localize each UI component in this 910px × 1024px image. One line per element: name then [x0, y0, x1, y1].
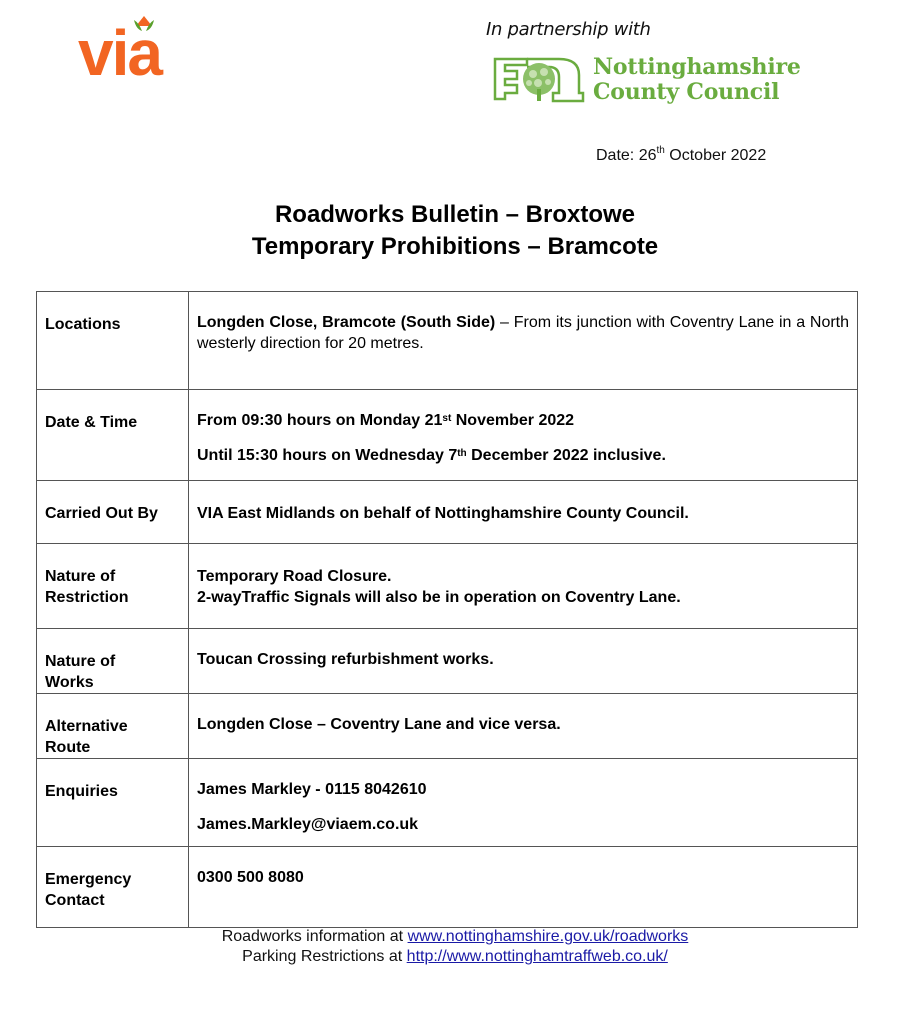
- bulletin-subtitle: Temporary Prohibitions – Bramcote: [251, 233, 659, 260]
- locations-description: – From its junction with Coventry Lane in a North westerly direction for 20 metres.: [197, 314, 850, 352]
- row-nature-of-restriction: [37, 544, 858, 629]
- parking-link[interactable]: http://www.nottinghamtraffweb.co.uk/: [406, 948, 668, 965]
- row-carried-out-by: [37, 481, 858, 544]
- roadworks-info-line: [0, 927, 910, 947]
- nature-of-works-label: Nature of Works: [45, 653, 116, 691]
- date-from: From 09:30 hours on Monday 21st November 2022: [197, 412, 575, 429]
- emergency-contact-value: 0300 500 8080: [197, 869, 304, 886]
- row-enquiries: [37, 759, 858, 847]
- via-logo: [78, 12, 208, 82]
- enquiries-value: [189, 759, 857, 835]
- row-nature-of-works: [37, 629, 858, 694]
- nature-of-restriction-value: Temporary Road Closure. 2-wayTraffic Signals will also be in operation on Coventry Lane.: [197, 568, 681, 606]
- enquiries-email[interactable]: James.Markley@viaem.co.uk: [197, 816, 419, 833]
- locations-street: Longden Close, Bramcote (South Side): [197, 314, 496, 331]
- row-alternative-route: [37, 694, 858, 759]
- nature-of-restriction-label: Nature of Restriction: [45, 568, 129, 606]
- date-suffix: October 2022: [664, 147, 767, 164]
- council-name: [593, 55, 801, 105]
- date-time-value: [189, 390, 857, 466]
- date-prefix: Date: 26: [596, 147, 657, 164]
- alternative-route-label: Alternative Route: [45, 718, 128, 756]
- row-date-time: [37, 390, 858, 481]
- locations-label: Locations: [45, 316, 121, 333]
- roadworks-link[interactable]: www.nottinghamshire.gov.uk/roadworks: [407, 928, 689, 945]
- bulletin-table: [36, 291, 858, 928]
- council-tree-emblem-icon: [493, 55, 585, 105]
- roadworks-info-prefix: Roadworks information at: [221, 928, 408, 945]
- bulletin-title: Roadworks Bulletin – Broxtowe: [274, 201, 636, 228]
- council-name-line2: County Council: [593, 79, 780, 105]
- partnership-text: In partnership with: [486, 19, 651, 40]
- carried-out-by-value: VIA East Midlands on behalf of Nottinghamshire County Council.: [197, 505, 689, 522]
- alternative-route-value: Longden Close – Coventry Lane and vice versa.: [197, 716, 561, 733]
- enquiries-label: Enquiries: [45, 783, 118, 800]
- row-emergency-contact: [37, 847, 858, 928]
- parking-info-prefix: Parking Restrictions at: [242, 948, 407, 965]
- locations-value: [189, 292, 857, 354]
- date-until: Until 15:30 hours on Wednesday 7th December 2022 inclusive.: [197, 447, 666, 464]
- parking-info-line: [0, 947, 910, 967]
- carried-out-by-label: Carried Out By: [45, 505, 158, 522]
- date-ordinal: th: [656, 145, 665, 156]
- council-name-line1: Nottinghamshire: [593, 54, 801, 80]
- bulletin-date: [596, 147, 766, 165]
- via-logo-text: via: [78, 17, 161, 82]
- emergency-contact-label: Emergency Contact: [45, 871, 132, 909]
- date-time-label: Date & Time: [45, 414, 138, 431]
- row-locations: [37, 292, 858, 390]
- enquiries-contact: James Markley - 0115 8042610: [197, 781, 427, 798]
- nature-of-works-value: Toucan Crossing refurbishment works.: [197, 651, 494, 668]
